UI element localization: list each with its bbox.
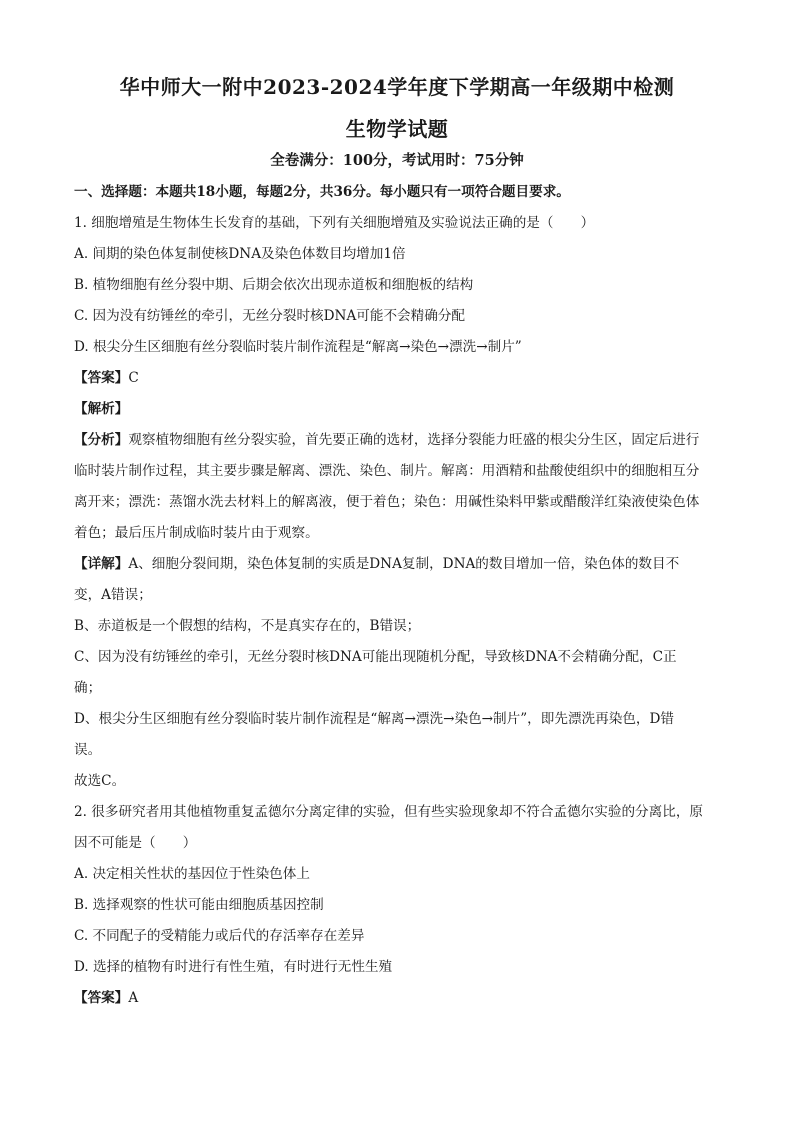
q1-detail-line3: B、赤道板是一个假想的结构，不是真实存在的，B错误；: [74, 618, 421, 634]
score-info: 全卷满分：100分，考试用时：75分钟: [270, 152, 524, 169]
analysis-tag: 【解析】: [74, 401, 129, 417]
q1-detail-line5: 确；: [74, 680, 102, 696]
q1-answer: [74, 369, 724, 387]
q1-fenxi-line4: 着色；最后压片制成临时装片由于观察。: [74, 525, 319, 541]
detail-text: A、细胞分裂间期，染色体复制的实质是DNA复制，DNA的数目增加一倍，染色体的数目不: [128, 556, 680, 572]
exam-title: 华中师大一附中2023-2024学年度下学期高一年级期中检测: [119, 75, 675, 99]
q1-analysis-tag: [74, 400, 724, 418]
answer-tag: 【答案】: [74, 990, 129, 1006]
q1-detail-line7: 误。: [74, 742, 102, 758]
fenxi-tag: 【分析】: [74, 432, 129, 448]
exam-subject: 生物学试题: [345, 117, 449, 141]
q1-option-d: D. 根尖分生区细胞有丝分裂临时装片制作流程是“解离→染色→漂洗→制片”: [74, 339, 522, 355]
q2-stem-line2: 因不可能是（ ）: [74, 835, 197, 851]
q1-conclusion: 故选C。: [74, 773, 126, 789]
q2-option-d: D. 选择的植物有时进行有性生殖，有时进行无性生殖: [74, 959, 393, 975]
q2-option-a: A. 决定相关性状的基因位于性染色体上: [74, 866, 310, 882]
q1-stem: 1. 细胞增殖是生物体生长发育的基础，下列有关细胞增殖及实验说法正确的是（ ）: [74, 215, 595, 231]
q1-detail-line2: 变，A错误；: [74, 587, 152, 603]
q1-fenxi-line1: [74, 431, 724, 449]
q2-option-c: C. 不同配子的受精能力或后代的存活率存在差异: [74, 928, 365, 944]
q2-stem-line1: 2. 很多研究者用其他植物重复孟德尔分离定律的实验，但有些实验现象却不符合孟德尔实验的分离比，原: [74, 804, 704, 820]
q1-detail-line1: [74, 555, 724, 573]
q1-detail-line6: D、根尖分生区细胞有丝分裂临时装片制作流程是“解离→漂洗→染色→制片”，即先漂洗再染色，D错: [74, 711, 675, 727]
q1-fenxi-line3: 离开来；漂洗：蒸馏水洗去材料上的解离液，便于着色；染色：用碱性染料甲紫或醋酸洋红染液使染色体: [74, 494, 700, 510]
fenxi-text: 观察植物细胞有丝分裂实验，首先要正确的选材，选择分裂能力旺盛的根尖分生区，固定后进行: [128, 432, 700, 448]
q1-option-c: C. 因为没有纺锤丝的牵引，无丝分裂时核DNA可能不会精确分配: [74, 308, 466, 324]
q1-fenxi-line2: 临时装片制作过程，其主要步骤是解离、漂洗、染色、制片。解离：用酒精和盐酸使组织中的细胞相互分: [74, 463, 700, 479]
q1-option-a: A. 间期的染色体复制使核DNA及染色体数目均增加1倍: [74, 246, 406, 262]
q2-answer: [74, 989, 724, 1007]
answer-tag: 【答案】: [74, 370, 129, 386]
q2-option-b: B. 选择观察的性状可能由细胞质基因控制: [74, 897, 324, 913]
detail-tag: 【详解】: [74, 556, 129, 572]
q1-detail-line4: C、因为没有纺锤丝的牵引，无丝分裂时核DNA可能出现随机分配，导致核DNA不会精确分配，C正: [74, 649, 677, 665]
section-heading: 一、选择题：本题共18小题，每题2分，共36分。每小题只有一项符合题目要求。: [74, 184, 570, 200]
answer-value: A: [128, 990, 139, 1006]
answer-value: C: [128, 370, 139, 386]
q1-option-b: B. 植物细胞有丝分裂中期、后期会依次出现赤道板和细胞板的结构: [74, 277, 474, 293]
